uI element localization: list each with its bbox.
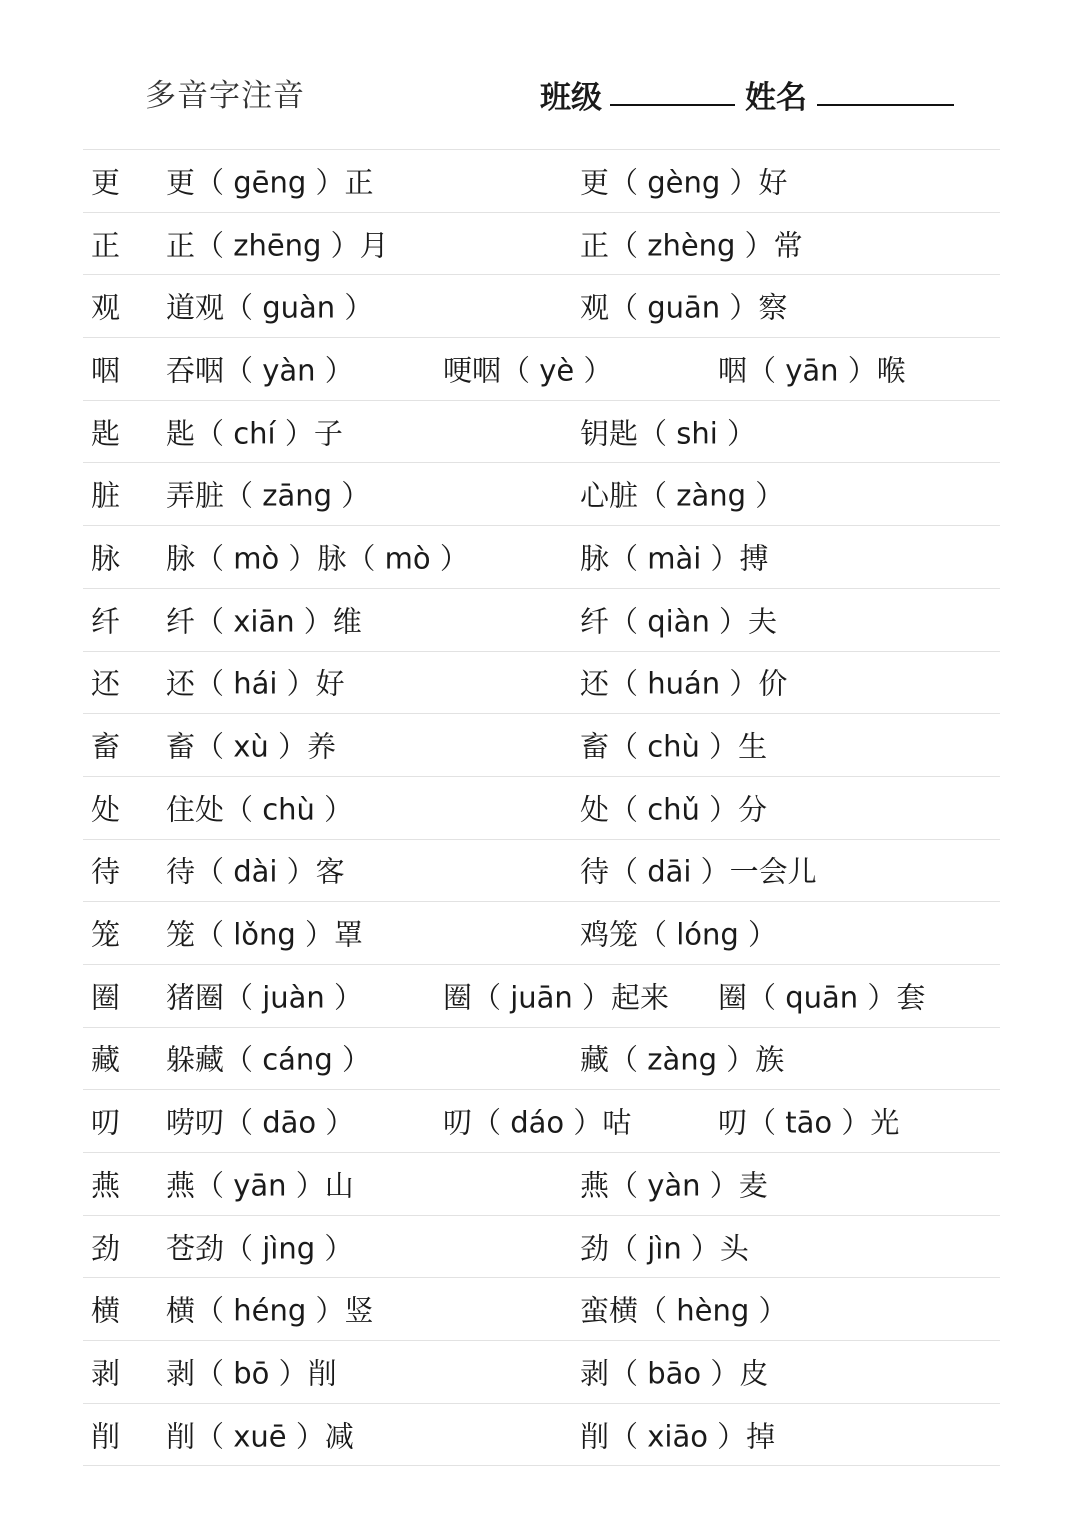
row-entry-1: 纤（ xiān ）维 xyxy=(166,604,362,639)
table-row xyxy=(83,1090,1000,1153)
table-row xyxy=(83,777,1000,840)
row-entry-1: 横（ héng ）竖 xyxy=(166,1293,374,1328)
row-entry-1: 匙（ chí ）子 xyxy=(166,416,343,451)
row-entry-2: 圈（ juān ）起来 xyxy=(443,980,670,1015)
row-character: 咽 xyxy=(91,353,121,388)
row-entry-2: 叨（ dáo ）咕 xyxy=(443,1105,632,1140)
row-character: 横 xyxy=(91,1293,121,1328)
row-character: 劲 xyxy=(91,1231,121,1266)
table-row xyxy=(83,401,1000,464)
row-character: 笼 xyxy=(91,917,121,952)
table-row xyxy=(83,652,1000,715)
row-entry-3: 剥（ bāo ）皮 xyxy=(580,1356,769,1391)
row-character: 匙 xyxy=(91,416,121,451)
table-row xyxy=(83,1153,1000,1216)
table-row xyxy=(83,965,1000,1028)
table-row xyxy=(83,1341,1000,1404)
row-entry-3: 心脏（ zàng ） xyxy=(580,478,785,513)
row-character: 脏 xyxy=(91,478,121,513)
row-entry-3: 劲（ jìn ）头 xyxy=(580,1231,749,1266)
row-character: 正 xyxy=(91,228,121,263)
row-entry-1: 正（ zhēng ）月 xyxy=(166,228,389,263)
row-entry-3: 还（ huán ）价 xyxy=(580,666,788,701)
table-row xyxy=(83,840,1000,903)
name-label: 姓名 xyxy=(745,80,807,116)
row-entry-3: 鸡笼（ lóng ） xyxy=(580,917,778,952)
row-character: 脉 xyxy=(91,541,121,576)
row-entry-1: 苍劲（ jìng ） xyxy=(166,1231,354,1266)
row-entry-1: 脉（ mò ）脉（ mò ） xyxy=(166,541,469,576)
row-entry-1: 剥（ bō ）削 xyxy=(166,1356,337,1391)
row-entry-1: 吞咽（ yàn ） xyxy=(166,353,354,388)
row-character: 削 xyxy=(91,1419,121,1454)
row-character: 圈 xyxy=(91,980,121,1015)
row-character: 纤 xyxy=(91,604,121,639)
class-blank-line xyxy=(610,104,735,106)
row-entry-1: 还（ hái ）好 xyxy=(166,666,345,701)
row-entry-1: 待（ dài ）客 xyxy=(166,854,345,889)
row-entry-3: 藏（ zàng ）族 xyxy=(580,1042,785,1077)
row-entry-3: 观（ guān ）察 xyxy=(580,290,788,325)
row-entry-1: 躲藏（ cáng ） xyxy=(166,1042,371,1077)
table-row xyxy=(83,463,1000,526)
class-label: 班级 xyxy=(540,80,602,116)
table-row xyxy=(83,213,1000,276)
table-row xyxy=(83,1404,1000,1467)
row-entry-1: 畜（ xù ）养 xyxy=(166,729,336,764)
table-row xyxy=(83,338,1000,401)
row-entry-3: 更（ gèng ）好 xyxy=(580,165,788,200)
table-row xyxy=(83,526,1000,589)
table-row xyxy=(83,275,1000,338)
row-entry-3: 畜（ chù ）生 xyxy=(580,729,768,764)
row-character: 处 xyxy=(91,792,121,827)
row-entry-1: 笼（ lǒng ）罩 xyxy=(166,917,364,952)
row-entry-3: 蛮横（ hèng ） xyxy=(580,1293,788,1328)
row-character: 观 xyxy=(91,290,121,325)
table-row xyxy=(83,589,1000,652)
row-entry-3: 正（ zhèng ）常 xyxy=(580,228,803,263)
row-entry-4: 圈（ quān ）套 xyxy=(718,980,926,1015)
row-entry-4: 叨（ tāo ）光 xyxy=(718,1105,900,1140)
row-entry-1: 住处（ chù ） xyxy=(166,792,354,827)
table-row xyxy=(83,714,1000,777)
row-entry-1: 削（ xuē ）减 xyxy=(166,1419,354,1454)
row-entry-4: 咽（ yān ）喉 xyxy=(718,353,906,388)
row-entry-1: 猪圈（ juàn ） xyxy=(166,980,364,1015)
table-row xyxy=(83,1028,1000,1091)
row-character: 更 xyxy=(91,165,121,200)
worksheet-title: 多音字注音 xyxy=(145,78,305,114)
row-entry-3: 钥匙（ shi ） xyxy=(580,416,756,451)
row-entry-3: 燕（ yàn ）麦 xyxy=(580,1168,768,1203)
row-entry-3: 纤（ qiàn ）夫 xyxy=(580,604,778,639)
row-entry-1: 燕（ yān ）山 xyxy=(166,1168,354,1203)
table-row xyxy=(83,902,1000,965)
row-character: 藏 xyxy=(91,1042,121,1077)
row-character: 待 xyxy=(91,854,121,889)
row-entry-3: 削（ xiāo ）掉 xyxy=(580,1419,776,1454)
table-row xyxy=(83,1216,1000,1279)
table-row xyxy=(83,150,1000,213)
name-blank-line xyxy=(817,104,954,106)
row-character: 畜 xyxy=(91,729,121,764)
row-entry-1: 弄脏（ zāng ） xyxy=(166,478,371,513)
row-entry-1: 唠叨（ dāo ） xyxy=(166,1105,355,1140)
row-character: 叨 xyxy=(91,1105,121,1140)
row-entry-1: 道观（ guàn ） xyxy=(166,290,374,325)
table-row xyxy=(83,1278,1000,1341)
row-character: 剥 xyxy=(91,1356,121,1391)
row-entry-1: 更（ gēng ）正 xyxy=(166,165,374,200)
pinyin-table xyxy=(83,149,1000,1466)
row-entry-3: 待（ dāi ）一会儿 xyxy=(580,854,817,889)
row-entry-2: 哽咽（ yè ） xyxy=(443,353,613,388)
row-entry-3: 处（ chǔ ）分 xyxy=(580,792,768,827)
row-character: 燕 xyxy=(91,1168,121,1203)
row-entry-3: 脉（ mài ）搏 xyxy=(580,541,769,576)
row-character: 还 xyxy=(91,666,121,701)
